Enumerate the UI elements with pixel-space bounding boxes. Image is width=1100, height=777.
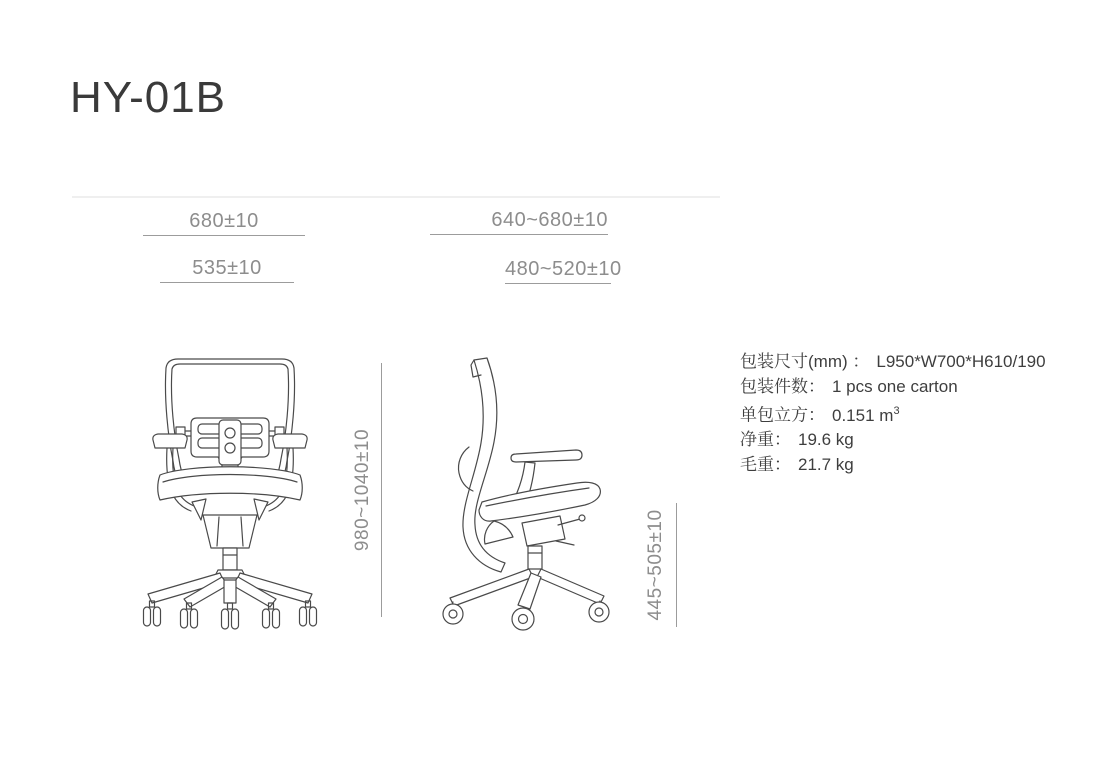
spec-value-superscript: 3 <box>893 405 900 417</box>
seat-height-dimension: 445~505±10 <box>645 509 666 621</box>
spec-label: 净重： <box>740 430 791 450</box>
seat <box>158 467 303 520</box>
model-title: HY-01B <box>70 73 227 122</box>
spec-value: L950*W700*H610/190 <box>876 352 1046 371</box>
base-legs <box>450 569 604 609</box>
side-depth-dimension: 640~680±10 <box>430 208 608 235</box>
spec-value: 19.6 kg <box>798 430 854 450</box>
spec-value: 1 pcs one carton <box>832 376 958 396</box>
tilt-mechanism <box>522 515 585 569</box>
packaging-specs <box>740 350 1046 477</box>
top-divider <box>72 196 720 198</box>
front-width-dimension: 680±10 <box>143 209 305 236</box>
spec-value: 0.151 m <box>832 405 894 425</box>
seat-height-dimension-line <box>676 503 677 627</box>
front-seat-width-dimension: 535±10 <box>160 256 294 283</box>
seat-mechanism <box>203 515 257 570</box>
spec-row-packing-size <box>740 350 1046 375</box>
spec-value: 21.7 kg <box>798 454 854 474</box>
spec-label: 包装尺寸(mm) ： <box>740 352 870 371</box>
front-view-chair-drawing <box>142 356 318 634</box>
side-seat-depth-dimension: 480~520±10 <box>505 257 611 284</box>
spec-label: 包装件数： <box>740 376 825 396</box>
spec-row-carton-volume <box>740 399 1046 428</box>
spec-row-net-weight <box>740 428 1046 453</box>
five-star-base <box>148 570 312 607</box>
front-height-dimension: 980~1040±10 <box>352 428 373 552</box>
front-height-dimension-line <box>381 363 382 617</box>
casters <box>144 601 317 629</box>
spec-row-gross-weight <box>740 453 1046 478</box>
spec-label: 毛重： <box>740 454 791 474</box>
spec-label: 单包立方： <box>740 405 825 425</box>
spec-row-packing-qty <box>740 375 1046 400</box>
side-view-chair-drawing <box>428 355 610 635</box>
